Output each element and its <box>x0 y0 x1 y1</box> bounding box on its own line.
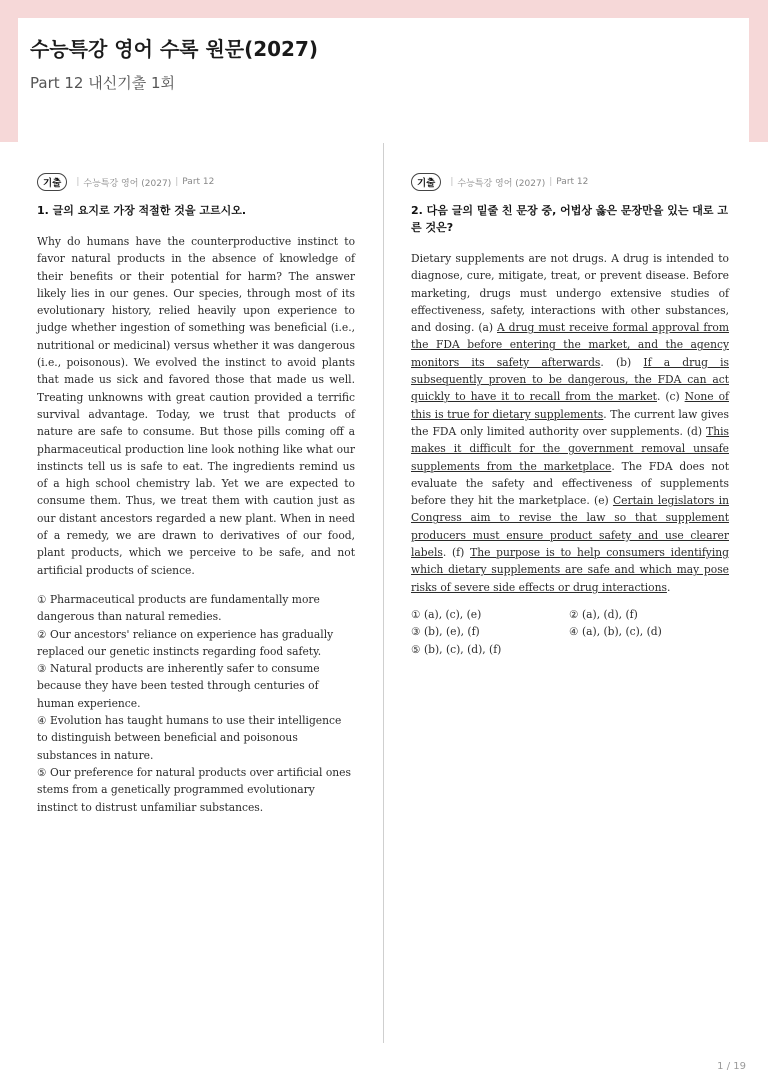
passage-text: . The FDA does not evaluate the safety and effectiveness of supplements before they hit the marketplace. (e) <box>411 459 729 508</box>
separator: | <box>549 177 553 187</box>
separator: | <box>175 177 179 187</box>
passage-text: . (c) <box>656 390 685 404</box>
column-divider <box>383 143 384 1043</box>
question-1-options <box>37 591 355 816</box>
question-2-choices <box>411 606 729 658</box>
question-2-meta <box>411 174 729 190</box>
option-5: ⑤ Our preference for natural products over artificial ones stems from a genetically programmed evolutionary instinct to distrust unfamiliar substances. <box>37 765 351 814</box>
option-1: ① Pharmaceutical products are fundamentally more dangerous than natural remedies. <box>37 592 320 624</box>
option-4: ④ Evolution has taught humans to use their intelligence to distinguish between beneficial and poisonous substances in nature. <box>37 714 342 762</box>
question-1-passage: Why do humans have the counterproductive instinct to favor natural products in the absence of knowledge of their benefits or their potential for harm? The answer likely lies in our genes. Our species, through most of its evolutionary history, relied heavily upon experience to judge whether ingestion of something was beneficial (i.e., nutritional or medicinal) versus whether it was dangerous (i.e., poisonous). We evolved the instinct to avoid plants that made us sick and favored those that made us well. Treating unknowns with great caution provided a terrific survival advantage. Today, we trust that products of nature are safe to consume. But those pills coming off a pharmaceutical production line look nothing like what our instincts tell us is safe to eat. The ingredients remind us of a high school chemistry lab. Yet we are expected to consume them. Thus, we treat them with caution just as our distant ancestors regarded a new plant. When in need of a remedy, we are drawn to derivatives of our food, plant products, which we perceive to be safe, and not artificial products of science. <box>37 235 355 577</box>
source-label: 수능특강 영어 (2027) <box>83 178 172 189</box>
source-label: 수능특강 영어 (2027) <box>457 178 546 189</box>
passage-text: . The current law gives the FDA only limited authority over supplements. (d) <box>411 407 729 438</box>
choice-5: ⑤ (b), (c), (d), (f) <box>411 642 502 656</box>
question-1-meta <box>37 174 355 190</box>
question-1-heading: 1. 글의 요지로 가장 적절한 것을 고르시오. <box>37 204 247 217</box>
choice-1: ① (a), (c), (e) <box>411 607 482 621</box>
question-2-heading: 2. 다음 글의 밑줄 친 문장 중, 어법상 옳은 문장만을 있는 대로 고른 것은? <box>411 204 728 234</box>
underlined-sentence-a: A drug must receive formal approval from the FDA before entering the market, and the agency monitors its safety afterwards <box>411 321 729 369</box>
option-3: ③ Natural products are inherently safer to consume because they have been tested through centuries of human experience. <box>37 662 320 710</box>
separator: | <box>450 177 454 187</box>
underlined-sentence-c: None of this is true for dietary supplements <box>411 390 729 421</box>
option-2: ② Our ancestors' reliance on experience has gradually replaced our genetic instincts regarding food safety. <box>37 627 334 658</box>
question-2-passage <box>411 250 729 596</box>
passage-text: . (f) <box>442 546 471 560</box>
page-title: 수능특강 영어 수록 원문(2027) <box>30 37 319 61</box>
separator: | <box>76 177 80 187</box>
badge: 기출 <box>37 173 67 191</box>
underlined-sentence-f: The purpose is to help consumers identifying which dietary supplements are safe and which may pose risks of severe side effects or drug interactions <box>411 546 729 594</box>
underlined-sentence-d: This makes it difficult for the government removal unsafe supplements from the marketplace <box>411 424 729 473</box>
page-subtitle: Part 12 내신기출 1회 <box>30 74 175 92</box>
passage-text: . <box>666 580 671 594</box>
choice-4: ④ (a), (b), (c), (d) <box>569 625 662 639</box>
passage-text: . (b) <box>600 355 644 369</box>
question-2 <box>411 174 729 658</box>
underlined-sentence-b: If a drug is subsequently proven to be dangerous, the FDA can act quickly to have it to recall from the market <box>411 355 729 404</box>
choice-2: ② (a), (d), (f) <box>569 607 638 621</box>
question-1 <box>37 174 355 816</box>
passage-text: Dietary supplements are not drugs. A drug is intended to diagnose, cure, mitigate, treat, or prevent disease. Before marketing, drugs must undergo extensive studies of effectiveness, safety, interactions with other substances, and dosing. (a) <box>411 252 729 335</box>
page-number: 1 / 19 <box>717 1061 746 1072</box>
choice-3: ③ (b), (e), (f) <box>411 625 480 639</box>
underlined-sentence-e: Certain legislators in Congress aim to revise the law so that supplement producers must ensure product safety and use clearer labels <box>411 494 729 560</box>
part-label: Part 12 <box>182 177 215 187</box>
part-label: Part 12 <box>556 177 589 187</box>
badge: 기출 <box>411 173 441 191</box>
